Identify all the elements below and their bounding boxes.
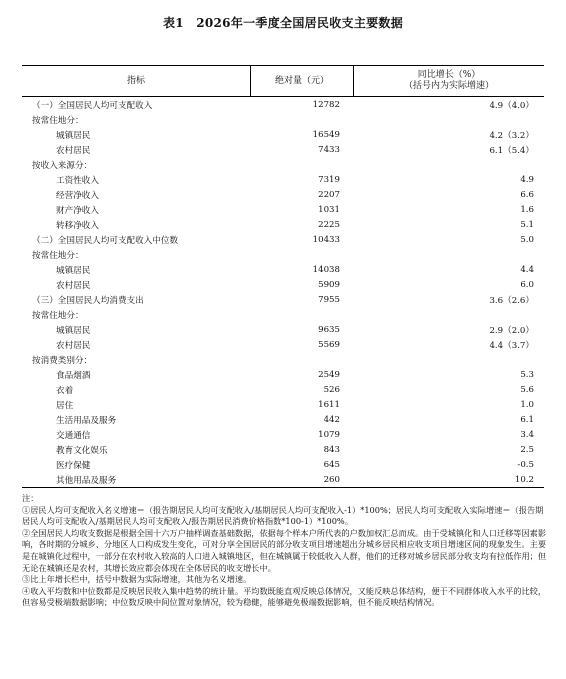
row-label: 转移净收入: [56, 220, 99, 231]
table-row: [22, 382, 544, 397]
table-row: [22, 217, 544, 232]
row-growth: 1.0: [520, 399, 534, 410]
row-growth: 6.6: [520, 189, 534, 200]
row-label: 城镇居民: [56, 130, 91, 141]
row-label: 按常住地分：: [32, 310, 84, 321]
table-row: [22, 202, 544, 217]
note-item: ④收入平均数和中位数都是反映居民收入集中趋势的统计量。平均数既能直观反映总体情况，又能反映总体结构，便于不同群体收入水平的比较，但容易受极端数据影响；中位数反映中间位置对象情况，较为稳健，能够避免极端数据影响，但不能反映结构情况。: [22, 585, 547, 608]
table-row: [22, 157, 544, 172]
table-row: [22, 112, 544, 127]
table-row: [22, 187, 544, 202]
note-item: ③比上年增长栏中，括号中数据为实际增速，其他为名义增速。: [22, 574, 252, 585]
row-label: 财产净收入: [56, 205, 99, 216]
row-label: （一）全国居民人均可支配收入: [32, 100, 153, 111]
header-growth-sublabel: （括号内为实际增速）: [403, 81, 494, 91]
row-growth: 2.9（2.0）: [489, 325, 534, 336]
row-value: 442: [323, 414, 340, 425]
row-value: 5909: [318, 279, 340, 290]
row-label: （二）全国居民人均可支配收入中位数: [32, 235, 179, 246]
row-value: 7319: [318, 174, 340, 185]
table-row: [22, 457, 544, 472]
row-value: 1031: [318, 204, 340, 215]
row-growth: 4.4（3.7）: [489, 340, 534, 351]
table-row: [22, 247, 544, 262]
table-row: [22, 412, 544, 427]
row-value: 260: [323, 474, 340, 485]
row-label: 工资性收入: [56, 175, 99, 186]
row-growth: 6.0: [520, 279, 534, 290]
row-label: 其他用品及服务: [56, 475, 117, 486]
row-label: 按常住地分：: [32, 115, 84, 126]
row-label: 农村居民: [56, 280, 91, 291]
table-row: [22, 442, 544, 457]
row-growth: 5.0: [520, 234, 534, 245]
row-growth: 3.6（2.6）: [489, 295, 534, 306]
row-value: 12782: [312, 99, 340, 110]
header-growth: [354, 66, 544, 96]
row-growth: 4.4: [520, 264, 534, 275]
row-label: 经营净收入: [56, 190, 99, 201]
row-growth: 6.1（5.4）: [489, 145, 534, 156]
row-label: （三）全国居民人均消费支出: [32, 295, 144, 306]
row-label: 生活用品及服务: [56, 415, 117, 426]
table-row: [22, 262, 544, 277]
row-growth: 5.3: [520, 369, 534, 380]
table-row: [22, 232, 544, 247]
table-row: [22, 352, 544, 367]
row-growth: 10.2: [514, 474, 534, 485]
row-growth: 4.2（3.2）: [489, 130, 534, 141]
row-value: 1079: [318, 429, 340, 440]
table-row: [22, 307, 544, 322]
row-value: 2225: [318, 219, 340, 230]
row-growth: 5.1: [520, 219, 534, 230]
table-row: [22, 97, 544, 112]
table-row: [22, 472, 544, 487]
row-growth: -0.5: [517, 459, 534, 470]
row-label: 农村居民: [56, 340, 91, 351]
row-value: 526: [323, 384, 340, 395]
row-growth: 4.9（4.0）: [489, 100, 534, 111]
row-value: 843: [323, 444, 340, 455]
row-value: 14038: [312, 264, 340, 275]
row-growth: 2.5: [520, 444, 534, 455]
row-value: 9635: [318, 324, 340, 335]
row-value: 16549: [312, 129, 340, 140]
table-row: [22, 427, 544, 442]
row-label: 衣着: [56, 385, 74, 396]
row-value: 645: [323, 459, 340, 470]
table-row: [22, 397, 544, 412]
table-row: [22, 337, 544, 352]
table-row: [22, 172, 544, 187]
row-value: 10433: [312, 234, 340, 245]
header-absolute-label: 绝对量（元）: [274, 75, 329, 86]
row-label: 按消费类别分：: [32, 355, 93, 366]
row-label: 食品烟酒: [56, 370, 91, 381]
table-header: [22, 66, 544, 97]
row-label: 医疗保健: [56, 460, 91, 471]
row-label: 农村居民: [56, 145, 91, 156]
row-label: 城镇居民: [56, 265, 91, 276]
notes-heading: 注：: [22, 493, 39, 503]
row-label: 按收入来源分：: [32, 160, 93, 171]
table-row: [22, 127, 544, 142]
table-title: 表1 2026年一季度全国居民收支主要数据: [162, 16, 404, 30]
row-value: 7955: [318, 294, 340, 305]
row-value: 2549: [318, 369, 340, 380]
table-row: [22, 367, 544, 382]
table-row: [22, 322, 544, 337]
header-indicator: [22, 66, 251, 96]
header-absolute: [251, 66, 354, 96]
row-growth: 4.9: [520, 174, 534, 185]
row-label: 交通通信: [56, 430, 91, 441]
row-label: 按常住地分：: [32, 250, 84, 261]
row-growth: 6.1: [520, 414, 534, 425]
note-item: ①居民人均可支配收入名义增速＝（报告期居民人均可支配收入/基期居民人均可支配收入-1）*100%；居民人均可支配收入实际增速＝（报告期居民人均可支配收入/基期居民人均可支配收入/报告期居民消费价格指数*100-1）*100%。: [22, 504, 544, 527]
header-growth-label: 同比增长（%）: [417, 70, 481, 80]
row-value: 5569: [318, 339, 340, 350]
row-value: 1611: [318, 399, 340, 410]
row-value: 7433: [318, 144, 340, 155]
data-table: [22, 65, 544, 488]
row-growth: 5.6: [520, 384, 534, 395]
table-row: [22, 277, 544, 292]
row-label: 教育文化娱乐: [56, 445, 108, 456]
table-row: [22, 292, 544, 307]
table-notes: [22, 493, 546, 609]
row-value: 2207: [318, 189, 340, 200]
row-label: 城镇居民: [56, 325, 91, 336]
row-label: 居住: [56, 400, 74, 411]
table-body: [22, 97, 544, 487]
note-item: ②全国居民人均收支数据是根据全国十六万户抽样调查基础数据，依据每个样本户所代表的户数加权汇总而成。由于受城镇化和人口迁移等因素影响，各时期的分城乡、分地区人口构成发生变化，可对分享全国居民的部分收支项目增速超出分城乡居民相应收支项目增速区间的现象发生。主要是在城镇化过程中，一部分在农村收入较高的人口进入城镇地区，但在城镇属于较低收入人群，他们的迁移对城乡居民部分收支均有拉低作用；但无论在城镇还是农村，其增长效应都会体现在全体居民的收支增长中。: [22, 527, 547, 573]
row-growth: 1.6: [520, 204, 534, 215]
row-growth: 3.4: [520, 429, 534, 440]
header-indicator-label: 指标: [126, 75, 145, 86]
table-row: [22, 142, 544, 157]
